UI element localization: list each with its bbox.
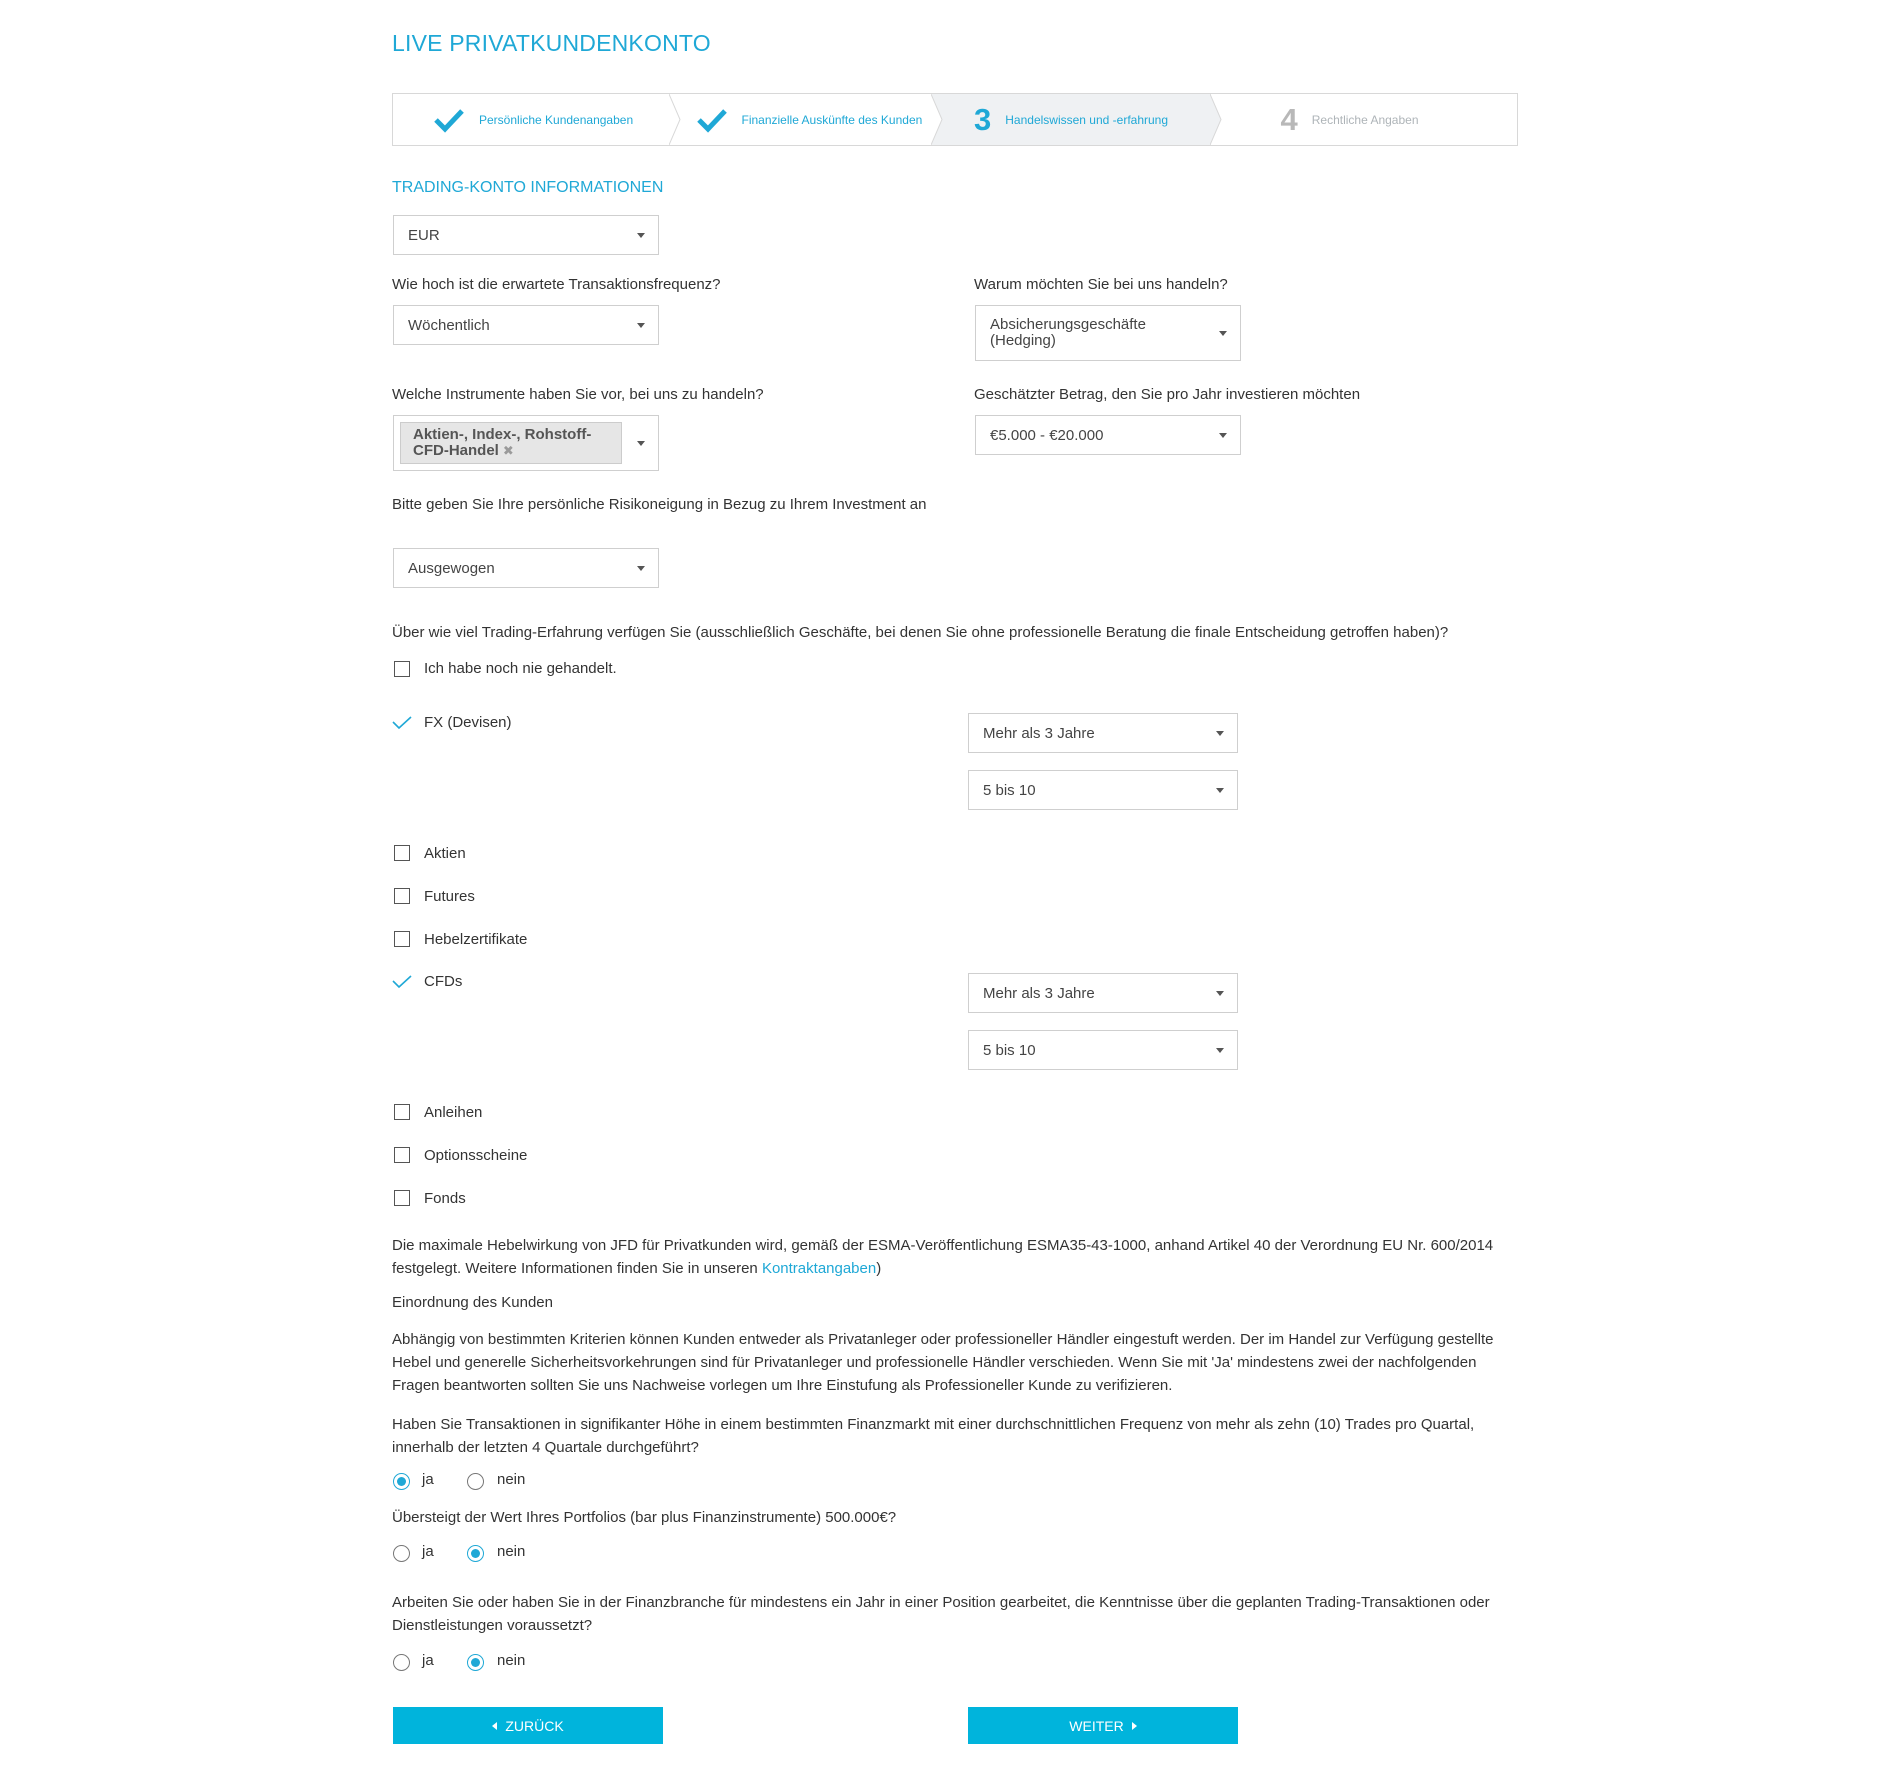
tag-text: Aktien-, Index-, Rohstoff- (413, 426, 592, 443)
cfds-label: CFDs (424, 973, 463, 990)
q3-no-radio[interactable] (467, 1654, 484, 1671)
step-divider-icon (669, 94, 681, 145)
hebelzertifikate-label: Hebelzertifikate (424, 931, 528, 948)
caret-down-icon (637, 441, 645, 446)
optionsscheine-label: Optionsscheine (424, 1147, 528, 1164)
contract-details-link[interactable]: Kontraktangaben (761, 1260, 877, 1277)
q3-yes-radio[interactable] (393, 1654, 410, 1671)
select-value: Absicherungsgeschäfte (990, 316, 1146, 333)
leverage-text-end: ) (876, 1260, 882, 1277)
risk-label: Bitte geben Sie Ihre persönliche Risikoneigung in Bezug zu Ihrem Investment an (392, 496, 927, 513)
progress-stepper (392, 93, 1518, 146)
step-divider-icon (931, 94, 943, 145)
section-title: TRADING-KONTO INFORMATIONEN (392, 179, 664, 196)
next-button[interactable] (968, 1707, 1238, 1744)
step-personal-info[interactable] (393, 94, 670, 145)
caret-down-icon (637, 566, 645, 571)
q2-yes-label: ja (422, 1543, 434, 1560)
step-divider-icon (1210, 94, 1222, 145)
leverage-info (392, 1234, 1512, 1280)
caret-down-icon (1216, 731, 1224, 736)
instruments-multiselect[interactable] (393, 415, 659, 471)
instrument-tag[interactable] (400, 422, 622, 464)
remove-tag-icon[interactable]: ✖ (502, 443, 514, 458)
fx-label: FX (Devisen) (424, 714, 512, 731)
back-button-label: ZURÜCK (505, 1717, 564, 1734)
caret-down-icon (1216, 1048, 1224, 1053)
step-number: 4 (1280, 101, 1298, 137)
fx-checked-icon[interactable] (392, 716, 412, 730)
select-value: Ausgewogen (408, 559, 495, 577)
select-value: 5 bis 10 (983, 1041, 1036, 1059)
fonds-label: Fonds (424, 1190, 466, 1207)
frequency-select[interactable] (393, 305, 659, 345)
futures-label: Futures (424, 888, 475, 905)
currency-select[interactable] (393, 215, 659, 255)
classification-title: Einordnung des Kunden (392, 1294, 553, 1311)
next-button-label: WEITER (1069, 1717, 1124, 1734)
caret-down-icon (1216, 788, 1224, 793)
cfds-checked-icon[interactable] (392, 975, 412, 989)
select-value: EUR (408, 226, 440, 244)
checkmark-icon (433, 107, 465, 133)
select-value: 5 bis 10 (983, 781, 1036, 799)
step-label: Handelswissen und -erfahrung (1005, 112, 1169, 127)
never-traded-checkbox[interactable] (394, 661, 410, 677)
cfds-trades-select[interactable] (968, 1030, 1238, 1070)
amount-label: Geschätzter Betrag, den Sie pro Jahr investieren möchten (974, 386, 1361, 403)
step-label: Rechtliche Angaben (1311, 112, 1419, 127)
question-finance-work: Arbeiten Sie oder haben Sie in der Finanzbranche für mindestens ein Jahr in einer Position gearbeitet, die Kenntnisse über die geplanten Trading-Transaktionen oder Dienstleistungen voraussetzt? (392, 1594, 1490, 1634)
q1-no-radio[interactable] (467, 1473, 484, 1490)
q2-yes-radio[interactable] (393, 1545, 410, 1562)
step-label: Finanzielle Auskünfte des Kunden (741, 112, 923, 127)
caret-down-icon (1219, 433, 1227, 438)
question-transactions: Haben Sie Transaktionen in signifikanter Höhe in einem bestimmten Finanzmarkt mit einer durchschnittlichen Frequenz von mehr als zehn (10) Trades pro Quartal, innerhalb der letzten 4 Quartale durchgeführt? (392, 1416, 1475, 1456)
step-trading-experience[interactable] (932, 94, 1211, 145)
fx-trades-select[interactable] (968, 770, 1238, 810)
instruments-label: Welche Instrumente haben Sie vor, bei uns zu handeln? (392, 386, 764, 403)
select-value: €5.000 - €20.000 (990, 426, 1104, 444)
reason-label: Warum möchten Sie bei uns handeln? (974, 276, 1228, 293)
q3-yes-label: ja (422, 1652, 434, 1669)
select-value: (Hedging) (990, 332, 1056, 349)
classification-text: Abhängig von bestimmten Kriterien können Kunden entweder als Privatanleger oder professioneller Händler eingestuft werden. Der im Handel zur Verfügung gestellte Hebel und generelle Sicherheitsvorkehrungen sind für Privatanleger und professionelle Händler verschieden. Wenn Sie mit 'Ja' mindestens zwei der nachfolgenden Fragen beantworten sollten Sie uns Nachweise vorlegen um Ihre Einstufung als Professioneller Kunde zu verifizieren. (392, 1331, 1494, 1394)
q2-no-label: nein (497, 1543, 526, 1560)
frequency-label: Wie hoch ist die erwartete Transaktionsfrequenz? (392, 276, 721, 293)
caret-down-icon (637, 323, 645, 328)
select-value: Mehr als 3 Jahre (983, 984, 1095, 1002)
select-value: Wöchentlich (408, 316, 490, 334)
leverage-text: Die maximale Hebelwirkung von JFD für Privatkunden wird, gemäß der ESMA-Veröffentlichung ESMA35-43-1000, anhand Artikel 40 der Verordnung EU Nr. 600/2014 festgelegt. Weitere Informationen finden Sie in unseren (392, 1237, 1494, 1277)
never-traded-label: Ich habe noch nie gehandelt. (424, 660, 617, 677)
cfds-years-select[interactable] (968, 973, 1238, 1013)
anleihen-label: Anleihen (424, 1104, 483, 1121)
aktien-checkbox[interactable] (394, 845, 410, 861)
futures-checkbox[interactable] (394, 888, 410, 904)
caret-down-icon (1216, 991, 1224, 996)
q2-no-radio[interactable] (467, 1545, 484, 1562)
anleihen-checkbox[interactable] (394, 1104, 410, 1120)
amount-select[interactable] (975, 415, 1241, 455)
step-number: 3 (974, 101, 992, 137)
q1-no-label: nein (497, 1471, 526, 1488)
back-button[interactable] (393, 1707, 663, 1744)
caret-down-icon (637, 233, 645, 238)
checkmark-icon (696, 107, 728, 133)
fx-years-select[interactable] (968, 713, 1238, 753)
optionsscheine-checkbox[interactable] (394, 1147, 410, 1163)
q3-no-label: nein (497, 1652, 526, 1669)
experience-question: Über wie viel Trading-Erfahrung verfügen Sie (ausschließlich Geschäfte, bei denen Sie ohne professionelle Beratung die finale Entscheidung getroffen haben)? (392, 624, 1449, 641)
select-value: Mehr als 3 Jahre (983, 724, 1095, 742)
tag-text: CFD-Handel (413, 442, 499, 459)
risk-select[interactable] (393, 548, 659, 588)
q1-yes-label: ja (422, 1471, 434, 1488)
caret-down-icon (1219, 331, 1227, 336)
step-label: Persönliche Kundenangaben (479, 112, 634, 127)
q1-yes-radio[interactable] (393, 1473, 410, 1490)
question-portfolio: Übersteigt der Wert Ihres Portfolios (bar plus Finanzinstrumente) 500.000€? (392, 1509, 897, 1526)
step-legal-info[interactable] (1211, 94, 1518, 145)
chevron-right-icon (1132, 1722, 1137, 1730)
aktien-label: Aktien (424, 845, 466, 862)
step-financial-info[interactable] (670, 94, 933, 145)
chevron-left-icon (492, 1722, 497, 1730)
fonds-checkbox[interactable] (394, 1190, 410, 1206)
hebelzertifikate-checkbox[interactable] (394, 931, 410, 947)
page-title: LIVE PRIVATKUNDENKONTO (392, 30, 711, 56)
reason-select[interactable] (975, 305, 1241, 361)
